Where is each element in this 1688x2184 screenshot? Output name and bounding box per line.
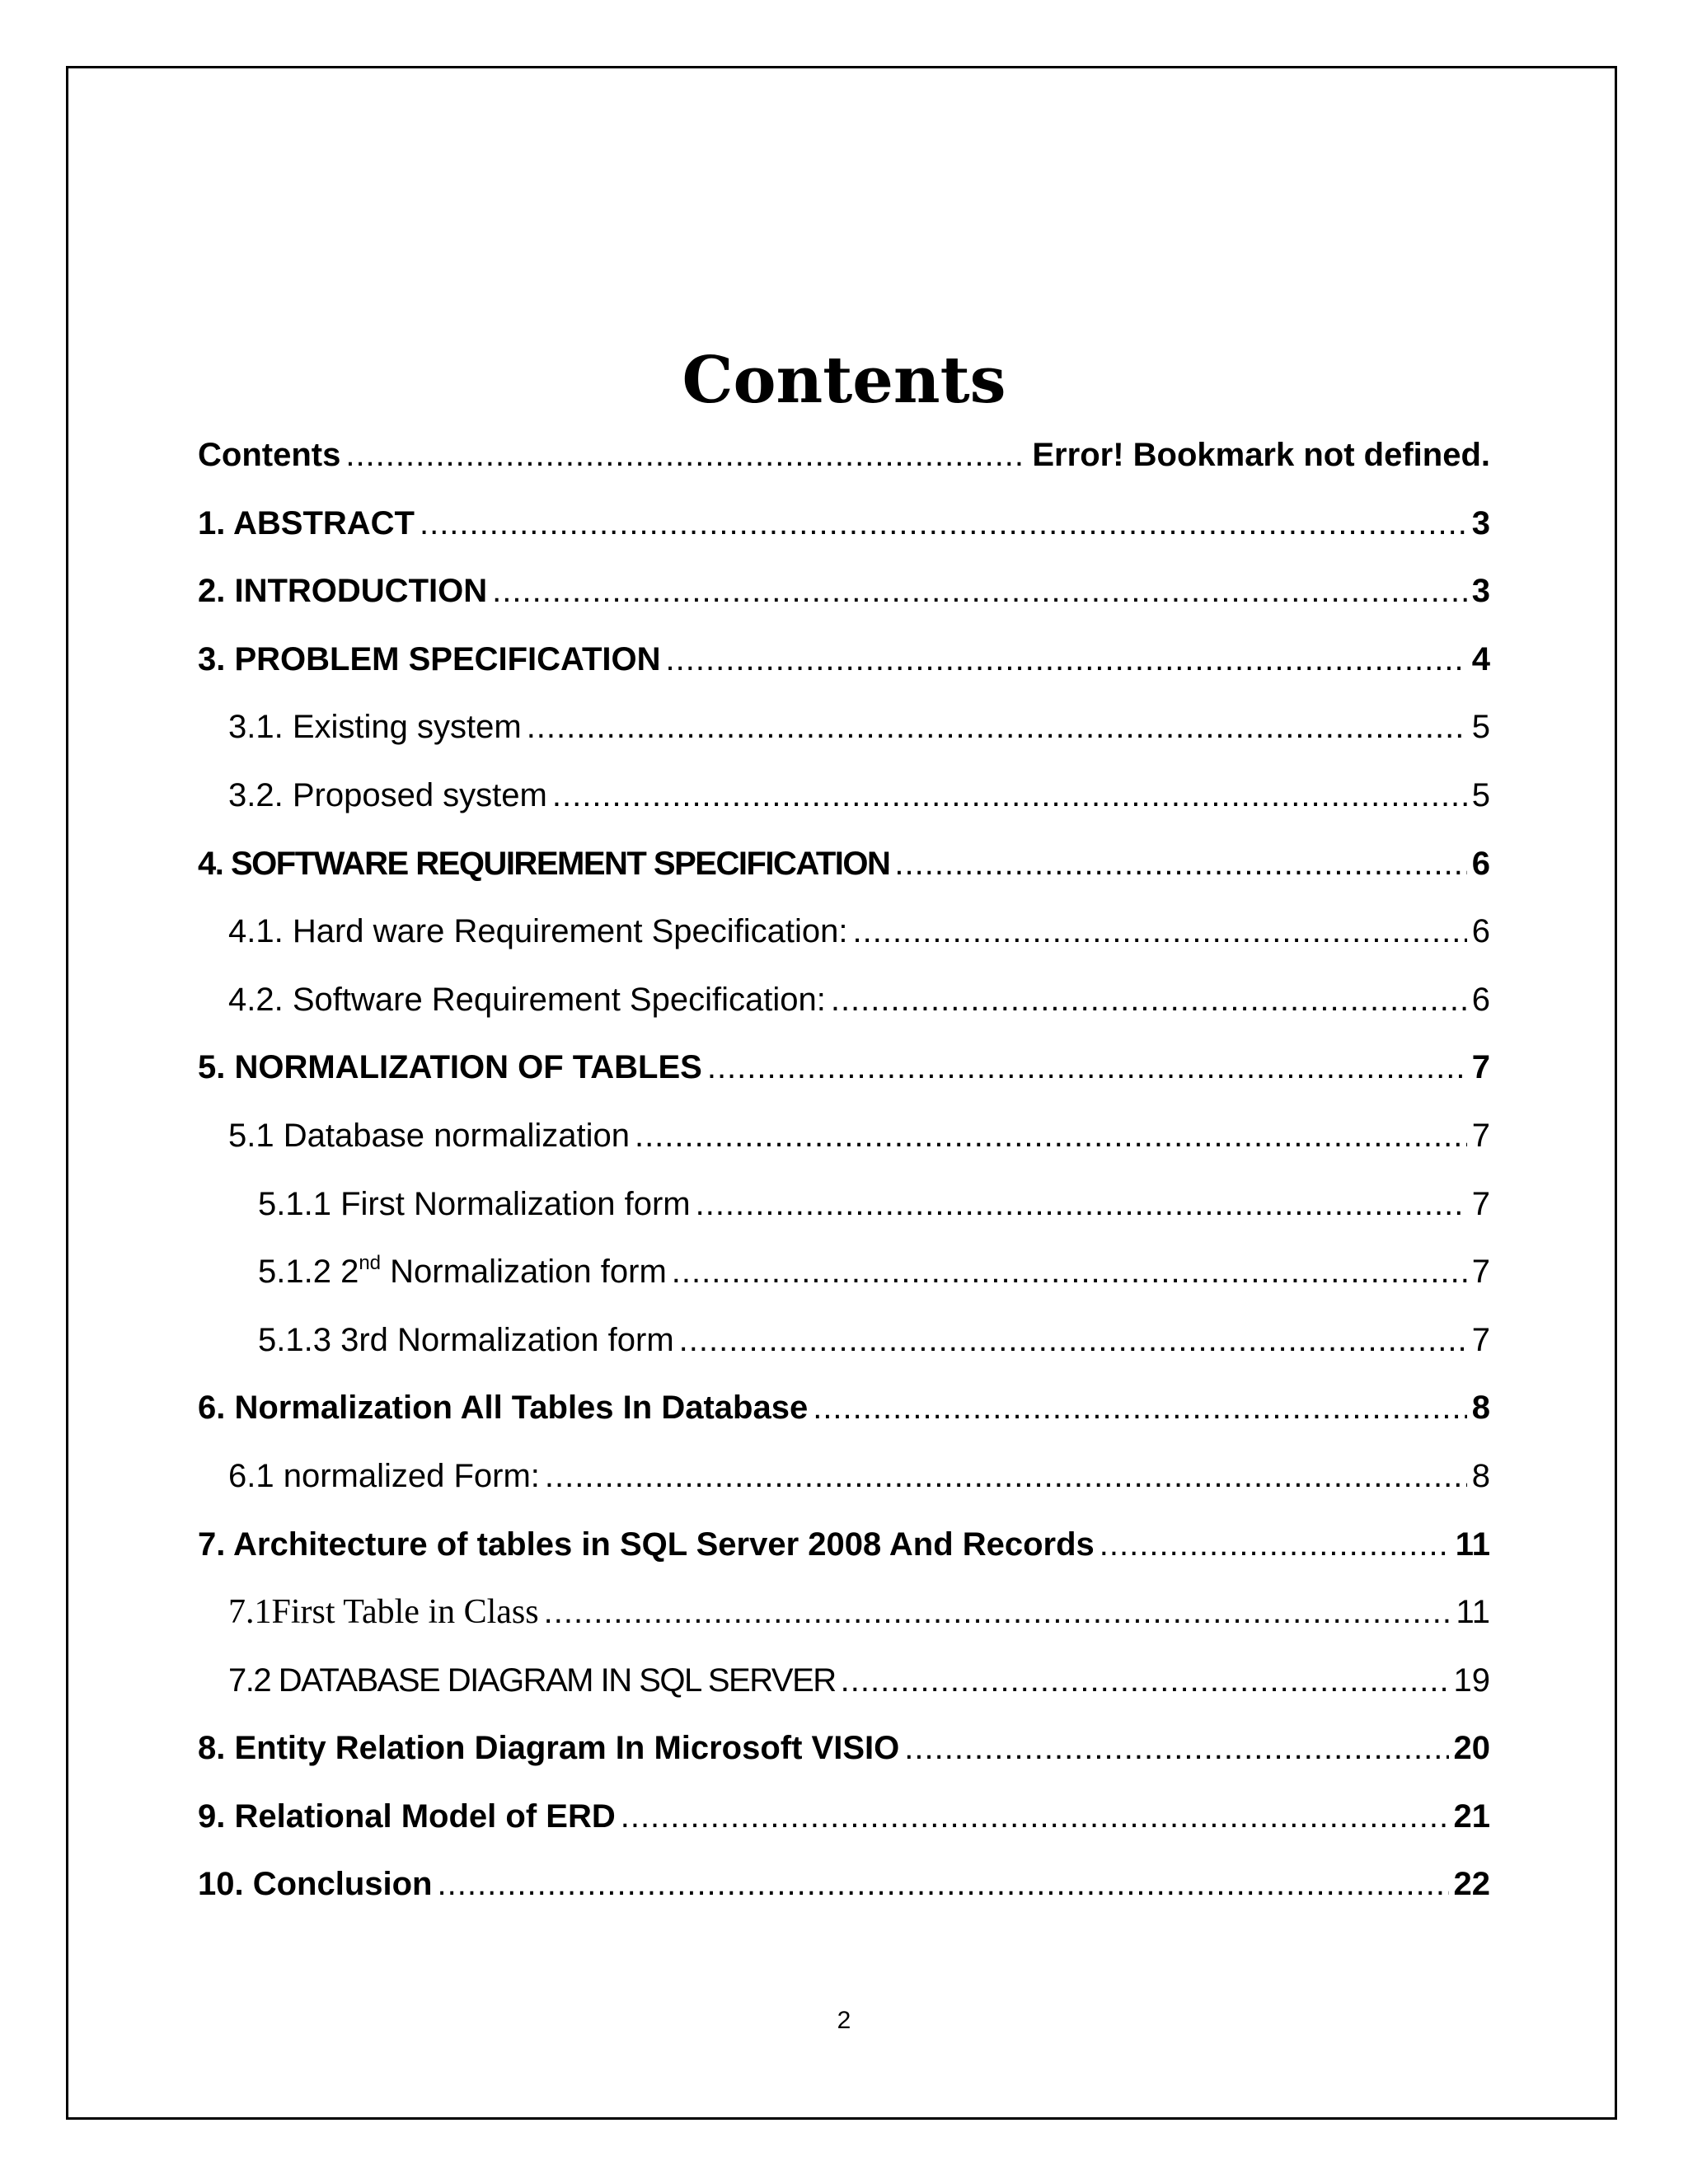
toc-entry-page: 4	[1471, 640, 1490, 677]
dot-leader	[666, 635, 1467, 684]
toc-entry-label: 4. SOFTWARE REQUIREMENT SPECIFICATION	[198, 845, 890, 882]
toc-entry-label: 7.2 DATABASE DIAGRAM IN SQL SERVER	[228, 1661, 836, 1699]
toc-entry-page: 7	[1471, 1049, 1490, 1086]
toc-entry-page: 11	[1455, 1526, 1490, 1563]
toc-entry-page: 3	[1471, 573, 1490, 610]
toc-entry-normalization-all-tables[interactable]	[198, 1376, 1490, 1445]
toc-entry-label: 5.1.3 3rd Normalization form	[258, 1321, 674, 1358]
toc-entry-label: 5.1 Database normalization	[228, 1117, 630, 1154]
toc-entry-page: 7	[1471, 1254, 1490, 1291]
toc-entry-problem-specification[interactable]	[198, 628, 1490, 696]
toc-entry-label: 8. Entity Relation Diagram In Microsoft VISIO	[198, 1730, 900, 1767]
table-of-contents	[198, 424, 1490, 1921]
toc-entry-page: 20	[1453, 1730, 1490, 1767]
dot-leader	[672, 1247, 1467, 1296]
toc-entry-label: 4.2. Software Requirement Specification:	[228, 981, 826, 1018]
toc-entry-existing-system[interactable]	[198, 696, 1490, 764]
dot-leader	[544, 1587, 1451, 1637]
toc-entry-label: 3.2. Proposed system	[228, 776, 547, 813]
toc-entry-label: 7.1First Table in Class	[228, 1593, 539, 1632]
toc-entry-page: 8	[1471, 1457, 1490, 1494]
toc-entry-contents[interactable]	[198, 424, 1490, 492]
dot-leader	[635, 1111, 1467, 1160]
dot-leader	[813, 1383, 1467, 1432]
toc-entry-label: 9. Relational Model of ERD	[198, 1797, 616, 1835]
toc-entry-page: Error! Bookmark not defined.	[1032, 437, 1490, 473]
ordinal-suffix: nd	[359, 1251, 382, 1274]
toc-entry-label: 4.1. Hard ware Requirement Specification:	[228, 913, 848, 950]
toc-entry-abstract[interactable]	[198, 492, 1490, 560]
toc-entry-page: 8	[1471, 1390, 1490, 1427]
toc-entry-page: 7	[1471, 1185, 1490, 1222]
toc-entry-normalization-of-tables[interactable]	[198, 1036, 1490, 1104]
toc-entry-label	[258, 1247, 667, 1296]
dot-leader	[552, 771, 1467, 820]
toc-entry-hardware-requirement[interactable]	[198, 900, 1490, 968]
dot-leader	[679, 1315, 1467, 1365]
toc-entry-normalized-form[interactable]	[198, 1445, 1490, 1513]
toc-entry-page: 6	[1471, 981, 1490, 1018]
toc-entry-database-diagram[interactable]	[198, 1649, 1490, 1718]
dot-leader	[492, 566, 1467, 616]
toc-entry-label: 2. INTRODUCTION	[198, 573, 488, 610]
toc-entry-page: 19	[1453, 1661, 1490, 1699]
toc-entry-label: 6.1 normalized Form:	[228, 1457, 540, 1494]
toc-entry-database-normalization[interactable]	[198, 1104, 1490, 1173]
toc-entry-label: 6. Normalization All Tables In Database	[198, 1390, 809, 1427]
dot-leader	[707, 1043, 1467, 1092]
dot-leader	[1100, 1520, 1451, 1569]
toc-entry-label: 1. ABSTRACT	[198, 504, 415, 541]
toc-entry-label-suffix: Normalization form	[381, 1254, 667, 1291]
toc-entry-label: 5. NORMALIZATION OF TABLES	[198, 1049, 702, 1086]
toc-entry-conclusion[interactable]	[198, 1853, 1490, 1921]
toc-entry-page: 6	[1471, 913, 1490, 950]
toc-entry-page: 7	[1471, 1117, 1490, 1154]
toc-entry-label: 10. Conclusion	[198, 1866, 433, 1903]
toc-entry-label: 5.1.1 First Normalization form	[258, 1185, 691, 1222]
toc-entry-proposed-system[interactable]	[198, 764, 1490, 832]
dot-leader	[831, 975, 1467, 1024]
toc-entry-architecture-of-tables[interactable]	[198, 1513, 1490, 1582]
toc-entry-label-prefix: 5.1.2 2	[258, 1254, 359, 1291]
toc-entry-page: 5	[1471, 709, 1490, 746]
toc-entry-relational-model[interactable]	[198, 1785, 1490, 1854]
dot-leader	[545, 1451, 1467, 1501]
toc-entry-first-normalization-form[interactable]	[198, 1173, 1490, 1241]
toc-entry-page: 7	[1471, 1321, 1490, 1358]
dot-leader	[438, 1859, 1449, 1909]
toc-entry-entity-relation-diagram[interactable]	[198, 1717, 1490, 1785]
toc-entry-label: 3. PROBLEM SPECIFICATION	[198, 640, 661, 677]
toc-entry-page: 22	[1453, 1866, 1490, 1903]
dot-leader	[894, 839, 1466, 888]
toc-entry-page: 11	[1456, 1594, 1490, 1631]
page-number: 2	[837, 2007, 851, 2034]
toc-entry-label: Contents	[198, 437, 341, 473]
toc-entry-introduction[interactable]	[198, 560, 1490, 628]
dot-leader	[841, 1656, 1449, 1705]
dot-leader	[527, 702, 1467, 752]
toc-entry-page: 5	[1471, 776, 1490, 813]
toc-entry-software-requirement[interactable]	[198, 968, 1490, 1037]
dot-leader	[345, 430, 1027, 480]
toc-entry-software-requirement-specification[interactable]	[198, 832, 1490, 901]
dot-leader	[696, 1179, 1467, 1229]
toc-entry-second-normalization-form[interactable]	[198, 1240, 1490, 1309]
dot-leader	[420, 499, 1467, 548]
toc-entry-label: 7. Architecture of tables in SQL Server 2008 And Records	[198, 1526, 1095, 1563]
dot-leader	[904, 1723, 1448, 1773]
dot-leader	[852, 907, 1466, 956]
toc-entry-page: 3	[1471, 504, 1490, 541]
toc-entry-first-table-in-class[interactable]	[198, 1581, 1490, 1649]
toc-entry-page: 6	[1471, 845, 1490, 882]
toc-entry-page: 21	[1453, 1797, 1490, 1835]
toc-entry-label: 3.1. Existing system	[228, 709, 522, 746]
dot-leader	[621, 1792, 1449, 1841]
toc-title: Contents	[682, 343, 1006, 418]
toc-entry-third-normalization-form[interactable]	[198, 1309, 1490, 1377]
